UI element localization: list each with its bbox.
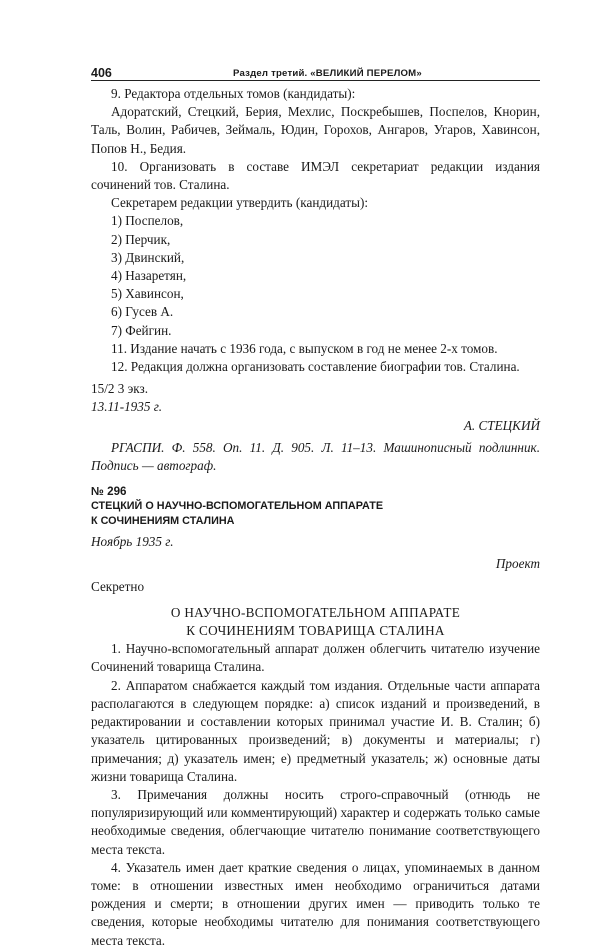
secretaries-heading: Секретарем редакции утвердить (кандидаты): (111, 195, 369, 211)
archive-source: РГАСПИ. Ф. 558. Оп. 11. Д. 905. Л. 11–13. Машинописный подлинник. Подпись — автограф. (91, 439, 540, 474)
list-item: 3) Двинский, (111, 249, 185, 265)
paragraph-2: 2. Аппаратом снабжается каждый том издания. Отдельные части аппарата располагаются в следующем порядке: а) список изданий и произведений, в редактировании и составлении которых принимал участие И. В. Сталин; б) указатель цитированных произведений; в) документы и материалы; г) примечания; д) указатель имен; е) предметный указатель; ж) основные даты жизни товарища Сталина. (91, 677, 540, 784)
page-header (91, 64, 540, 80)
document-title-line-1: СТЕЦКИЙ О НАУЧНО-ВСПОМОГАТЕЛЬНОМ АППАРАТЕ (91, 500, 384, 513)
signature: А. СТЕЦКИЙ (463, 417, 540, 433)
paragraph-3: 3. Примечания должны носить строго-справочный (отнюдь не популяризирующий или комментирующий) характер и содержать только самые необходимые сведения, облегчающие читателю понимание соответствующего места текста. (91, 786, 540, 857)
draft-mark: Проект (495, 556, 540, 572)
item-9-heading: 9. Редактора отдельных томов (кандидаты): (111, 86, 356, 101)
list-item: 7) Фейгин. (111, 322, 172, 338)
section-heading-line-2: К СОЧИНЕНИЯМ ТОВАРИЩА СТАЛИНА (186, 623, 445, 639)
secrecy-mark: Секретно (91, 578, 145, 594)
item-10: 10. Организовать в составе ИМЭЛ секретариат редакции издания сочинений тов. Сталина. (91, 158, 540, 193)
item-12: 12. Редакция должна организовать составление биографии тов. Сталина. (111, 359, 520, 375)
list-item: 6) Гусев А. (111, 304, 174, 320)
document-date: 13.11-1935 г. (91, 399, 163, 415)
list-item: 4) Назаретян, (111, 268, 187, 284)
list-item: 2) Перчик, (111, 231, 171, 247)
page-body (91, 85, 540, 950)
section-heading-line-1: О НАУЧНО-ВСПОМОГАТЕЛЬНОМ АППАРАТЕ (170, 604, 461, 620)
document-title-line-2: К СОЧИНЕНИЯМ СТАЛИНА (91, 515, 235, 528)
list-item: 5) Хавинсон, (111, 286, 184, 302)
secretaries-list (91, 212, 540, 339)
document-number: № 296 (91, 485, 127, 499)
list-item: 1) Поспелов, (111, 213, 184, 229)
paragraph-1: 1. Научно-вспомогательный аппарат должен облегчить читателю изучение Сочинений товарища Сталина. (91, 641, 540, 675)
page-number: 406 (91, 66, 112, 80)
copies-note: 15/2 3 экз. (91, 381, 149, 397)
paragraph-4: 4. Указатель имен дает краткие сведения о лицах, упоминаемых в данном томе: в отношении известных имен необходимо ограничиться датами рождения и смерти; в отношении других имен — приводить только те сведения, которые необходимы читателю для понимания соответствующего места текста. (91, 859, 540, 948)
header-rule (91, 80, 540, 81)
document-date: Ноябрь 1935 г. (91, 534, 174, 550)
running-title: Раздел третий. «ВЕЛИКИЙ ПЕРЕЛОМ» (233, 68, 422, 79)
item-11: 11. Издание начать с 1936 года, с выпуском в год не менее 2-х томов. (111, 340, 498, 356)
item-9-names: Адоратский, Стецкий, Берия, Мехлис, Поскребышев, Поспелов, Кнорин, Таль, Волин, Рабичев, Зеймаль, Юдин, Горохов, Ангаров, Угаров, Хавинсон, Попов Н., Бедия. (91, 104, 540, 156)
